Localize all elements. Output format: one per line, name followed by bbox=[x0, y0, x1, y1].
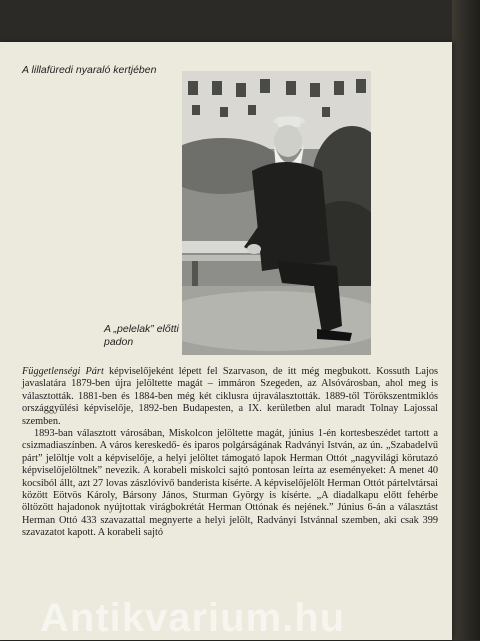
photo-caption-bottom: A „pelelak” előtti padon bbox=[104, 323, 179, 348]
body-text bbox=[22, 366, 438, 540]
photo-illustration bbox=[182, 71, 371, 355]
photograph bbox=[182, 71, 371, 355]
paragraph-1-text: képviselőjeként lépett fel Szarvason, de itt még megbukott. Kossuth Lajos javaslatára 1879-ben újra jelöltette magát – immáron Szegeden, az Alsóvárosban, ahol meg is választották. 1881-ben és 1884-ben még két ciklusra újraválasztották. 1889-től Törökszentmiklós országgyűlési képviselője, 1892-ben Budapesten, a IX. kerületben alul maradt Tolnay Lajossal szemben. bbox=[22, 366, 438, 427]
paragraph-1 bbox=[22, 366, 438, 428]
paragraph-2: 1893-ban választott városában, Miskolcon jelöltette magát, június 1-én kortesbeszédet tartott a csizmadiaszínben. A város kereskedő- és iparos polgárságának Radványi István, az ún. „Szabadelvű párt” jelöltje volt a képviselője, a helyi jelöltet támogató lapok Herman Ottót „nagyvilági körutazó képviselőjelöltnek” nevezik. A korabeli miskolci sajtó pontosan leírta az eseményeket: A menet 40 kocsiból állt, azt 27 lovas zászlóvivő banderista kísérte. A képviselőjelölt Herman Ottót pártelvtársai között Eötvös Károly, Bársony János, Sturman György is kísérte. „A diadalkapu előtt fehérbe öltözött hajadonok nyújtottak virágbokrétát Herman Ottónak és nejének.” Június 6-án a választást Herman Ottó 433 szavazattal megnyerte a helyi jelölt, Radványi Istvánnal szemben, aki csak 399 szavazatot kapott. A korabeli sajtó bbox=[22, 428, 438, 539]
watermark: Antikvarium.hu bbox=[40, 596, 346, 640]
party-name: Függetlenségi Párt bbox=[22, 366, 104, 377]
photo-caption-top: A lillafüredi nyaraló kertjében bbox=[22, 64, 157, 76]
book-gutter bbox=[452, 0, 480, 640]
